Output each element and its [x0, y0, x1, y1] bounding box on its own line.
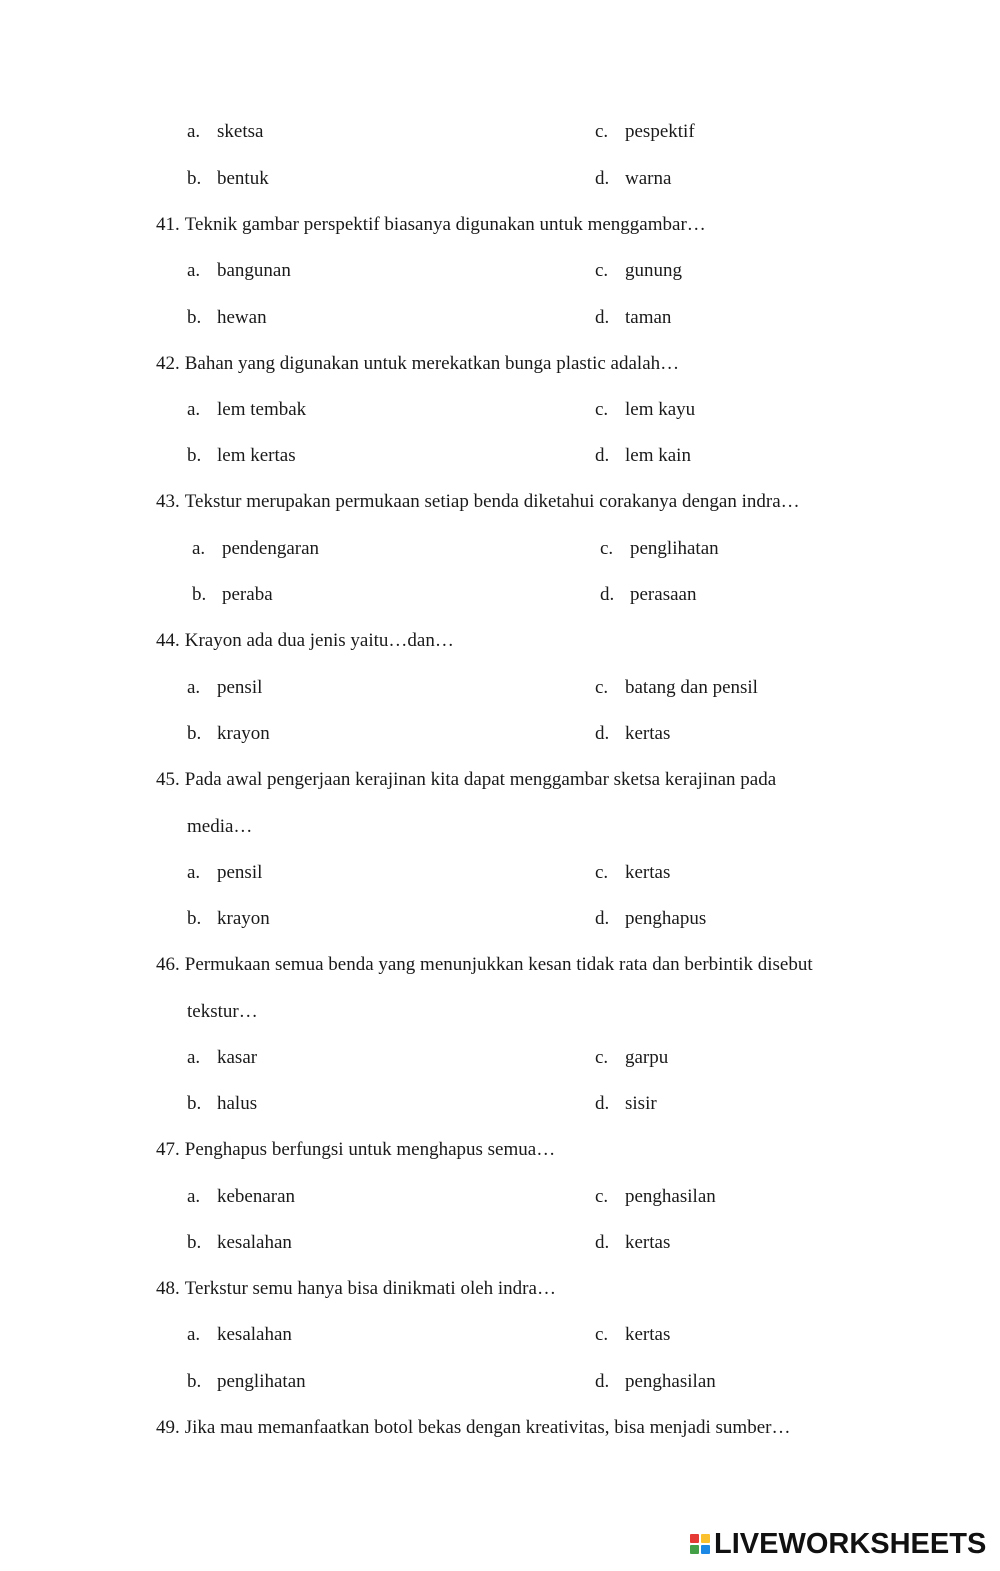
question-45-continuation: media… — [187, 816, 253, 837]
question-46: 46. Permukaan semua benda yang menunjukkan kesan tidak rata dan berbintik disebut — [156, 954, 813, 975]
option-c: c. garpu — [595, 1047, 669, 1068]
logo-square-icon — [690, 1534, 699, 1543]
option-c: c. kertas — [595, 862, 671, 883]
question-48: 48. Terkstur semu hanya bisa dinikmati oleh indra… — [156, 1278, 556, 1299]
question-44: 44. Krayon ada dua jenis yaitu…dan… — [156, 630, 454, 651]
option-d: d. penghasilan — [595, 1371, 716, 1392]
logo-square-icon — [701, 1534, 710, 1543]
liveworksheets-mark-icon — [690, 1534, 710, 1554]
option-d: d. kertas — [595, 723, 671, 744]
option-a: a. sketsa — [187, 121, 264, 142]
option-a: a. kesalahan — [187, 1324, 292, 1345]
option-a: a. pendengaran — [192, 538, 320, 559]
option-b: b. halus — [187, 1093, 258, 1114]
option-c: c. penglihatan — [600, 538, 719, 559]
brand-name: LIVEWORKSHEETS — [714, 1527, 987, 1560]
question-49: 49. Jika mau memanfaatkan botol bekas dengan kreativitas, bisa menjadi sumber… — [156, 1417, 791, 1438]
option-a: a. pensil — [187, 862, 263, 883]
question-41: 41. Teknik gambar perspektif biasanya digunakan untuk menggambar… — [156, 214, 706, 235]
question-45: 45. Pada awal pengerjaan kerajinan kita dapat menggambar sketsa kerajinan pada — [156, 769, 777, 790]
question-47: 47. Penghapus berfungsi untuk menghapus semua… — [156, 1139, 556, 1160]
option-c: c. gunung — [595, 260, 682, 281]
option-d: d. warna — [595, 168, 672, 189]
option-c: c. batang dan pensil — [595, 677, 758, 698]
option-b: b. krayon — [187, 908, 270, 929]
option-d: d. kertas — [595, 1232, 671, 1253]
option-b: b. penglihatan — [187, 1371, 306, 1392]
option-a: a. lem tembak — [187, 399, 307, 420]
option-d: d. penghapus — [595, 908, 707, 929]
option-a: a. pensil — [187, 677, 263, 698]
option-b: b. bentuk — [187, 168, 269, 189]
liveworksheets-logo[interactable] — [690, 1528, 986, 1560]
option-d: d. perasaan — [600, 584, 697, 605]
option-c: c. pespektif — [595, 121, 695, 142]
option-d: d. lem kain — [595, 445, 691, 466]
question-42: 42. Bahan yang digunakan untuk merekatkan bunga plastic adalah… — [156, 353, 680, 374]
option-d: d. taman — [595, 307, 672, 328]
logo-square-icon — [690, 1545, 699, 1554]
option-d: d. sisir — [595, 1093, 657, 1114]
option-b: b. krayon — [187, 723, 270, 744]
question-43: 43. Tekstur merupakan permukaan setiap benda diketahui corakanya dengan indra… — [156, 491, 800, 512]
option-c: c. lem kayu — [595, 399, 696, 420]
logo-square-icon — [701, 1545, 710, 1554]
option-a: a. kasar — [187, 1047, 258, 1068]
option-a: a. bangunan — [187, 260, 291, 281]
option-b: b. peraba — [192, 584, 273, 605]
question-46-continuation: tekstur… — [187, 1001, 258, 1022]
option-a: a. kebenaran — [187, 1186, 296, 1207]
option-b: b. lem kertas — [187, 445, 296, 466]
option-b: b. kesalahan — [187, 1232, 292, 1253]
option-c: c. kertas — [595, 1324, 671, 1345]
option-c: c. penghasilan — [595, 1186, 716, 1207]
option-b: b. hewan — [187, 307, 267, 328]
